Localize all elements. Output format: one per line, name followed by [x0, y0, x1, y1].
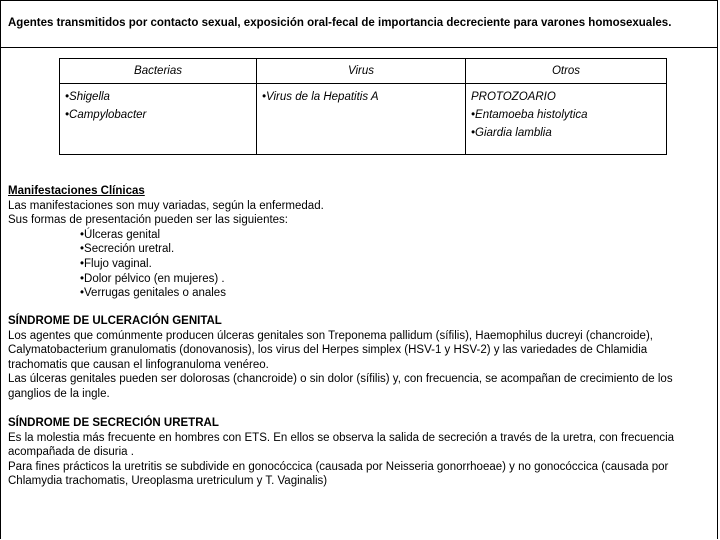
table-header-row	[60, 59, 667, 84]
list-item: •Verrugas genitales o anales	[80, 287, 226, 300]
list-item: •Campylobacter	[65, 109, 147, 121]
cell-otros	[466, 84, 667, 155]
header-virus: Virus	[257, 59, 466, 84]
urethral-paragraph: Es la molestia más frecuente en hombres con ETS. En ellos se observa la salida de secreción a través de la uretra, con frecuencia acompañada de disuria .	[8, 431, 675, 459]
list-item: •Giardia lamblia	[471, 127, 552, 139]
cell-virus	[257, 84, 466, 155]
ulceration-section	[8, 314, 708, 402]
cell-bacterias	[60, 84, 257, 155]
table-row	[60, 84, 667, 155]
list-item: •Virus de la Hepatitis A	[262, 91, 379, 103]
list-item: •Shigella	[65, 91, 110, 103]
clinical-line: Las manifestaciones son muy variadas, según la enfermedad.	[8, 199, 324, 212]
ulceration-paragraph: Las úlceras genitales pueden ser dolorosas (chancroide) o sin dolor (sífilis) y, con frecuencia, se acompañan de crecimiento de los ganglios de la ingle.	[8, 373, 673, 400]
document-title: Agentes transmitidos por contacto sexual, exposición oral-fecal de importancia decreciente para varones homosexuales.	[8, 17, 672, 29]
ulceration-paragraph: Los agentes que comúnmente producen úlceras genitales son Treponema pallidum (sífilis), Haemophilus ducreyi (chancroide), Calymatobacterium granulomatis (donovanosis), los virus del Herpes simplex (HSV-1 y HSV-2) y las variedades de Chlamidia trachomatis que causan el linfogranuloma venéreo.	[8, 329, 653, 371]
list-item: •Dolor pélvico (en mujeres) .	[80, 272, 225, 285]
list-item: •Úlceras genital	[80, 228, 161, 241]
agents-table	[59, 58, 667, 155]
header-bacterias: Bacterias	[60, 59, 257, 84]
ulceration-heading: SÍNDROME DE ULCERACIÓN GENITAL	[8, 315, 222, 327]
clinical-section	[8, 184, 324, 301]
list-item: •Secreción uretral.	[80, 243, 175, 256]
urethral-section	[8, 416, 708, 489]
list-item: •Flujo vaginal.	[80, 257, 152, 270]
title-divider	[1, 47, 717, 48]
list-item: •Entamoeba histolytica	[471, 109, 588, 121]
clinical-line: Sus formas de presentación pueden ser las siguientes:	[8, 214, 288, 227]
urethral-heading: SÍNDROME DE SECRECIÓN URETRAL	[8, 417, 219, 429]
clinical-heading: Manifestaciones Clínicas	[8, 185, 145, 197]
list-item: PROTOZOARIO	[471, 91, 556, 103]
header-otros: Otros	[466, 59, 667, 84]
urethral-paragraph: Para fines prácticos la uretritis se subdivide en gonocóccica (causada por Neisseria gonorrhoeae) y no gonocóccica (causada por Chlamydia trachomatis, Ureoplasma uretriculum y T. Vaginalis)	[8, 460, 669, 488]
